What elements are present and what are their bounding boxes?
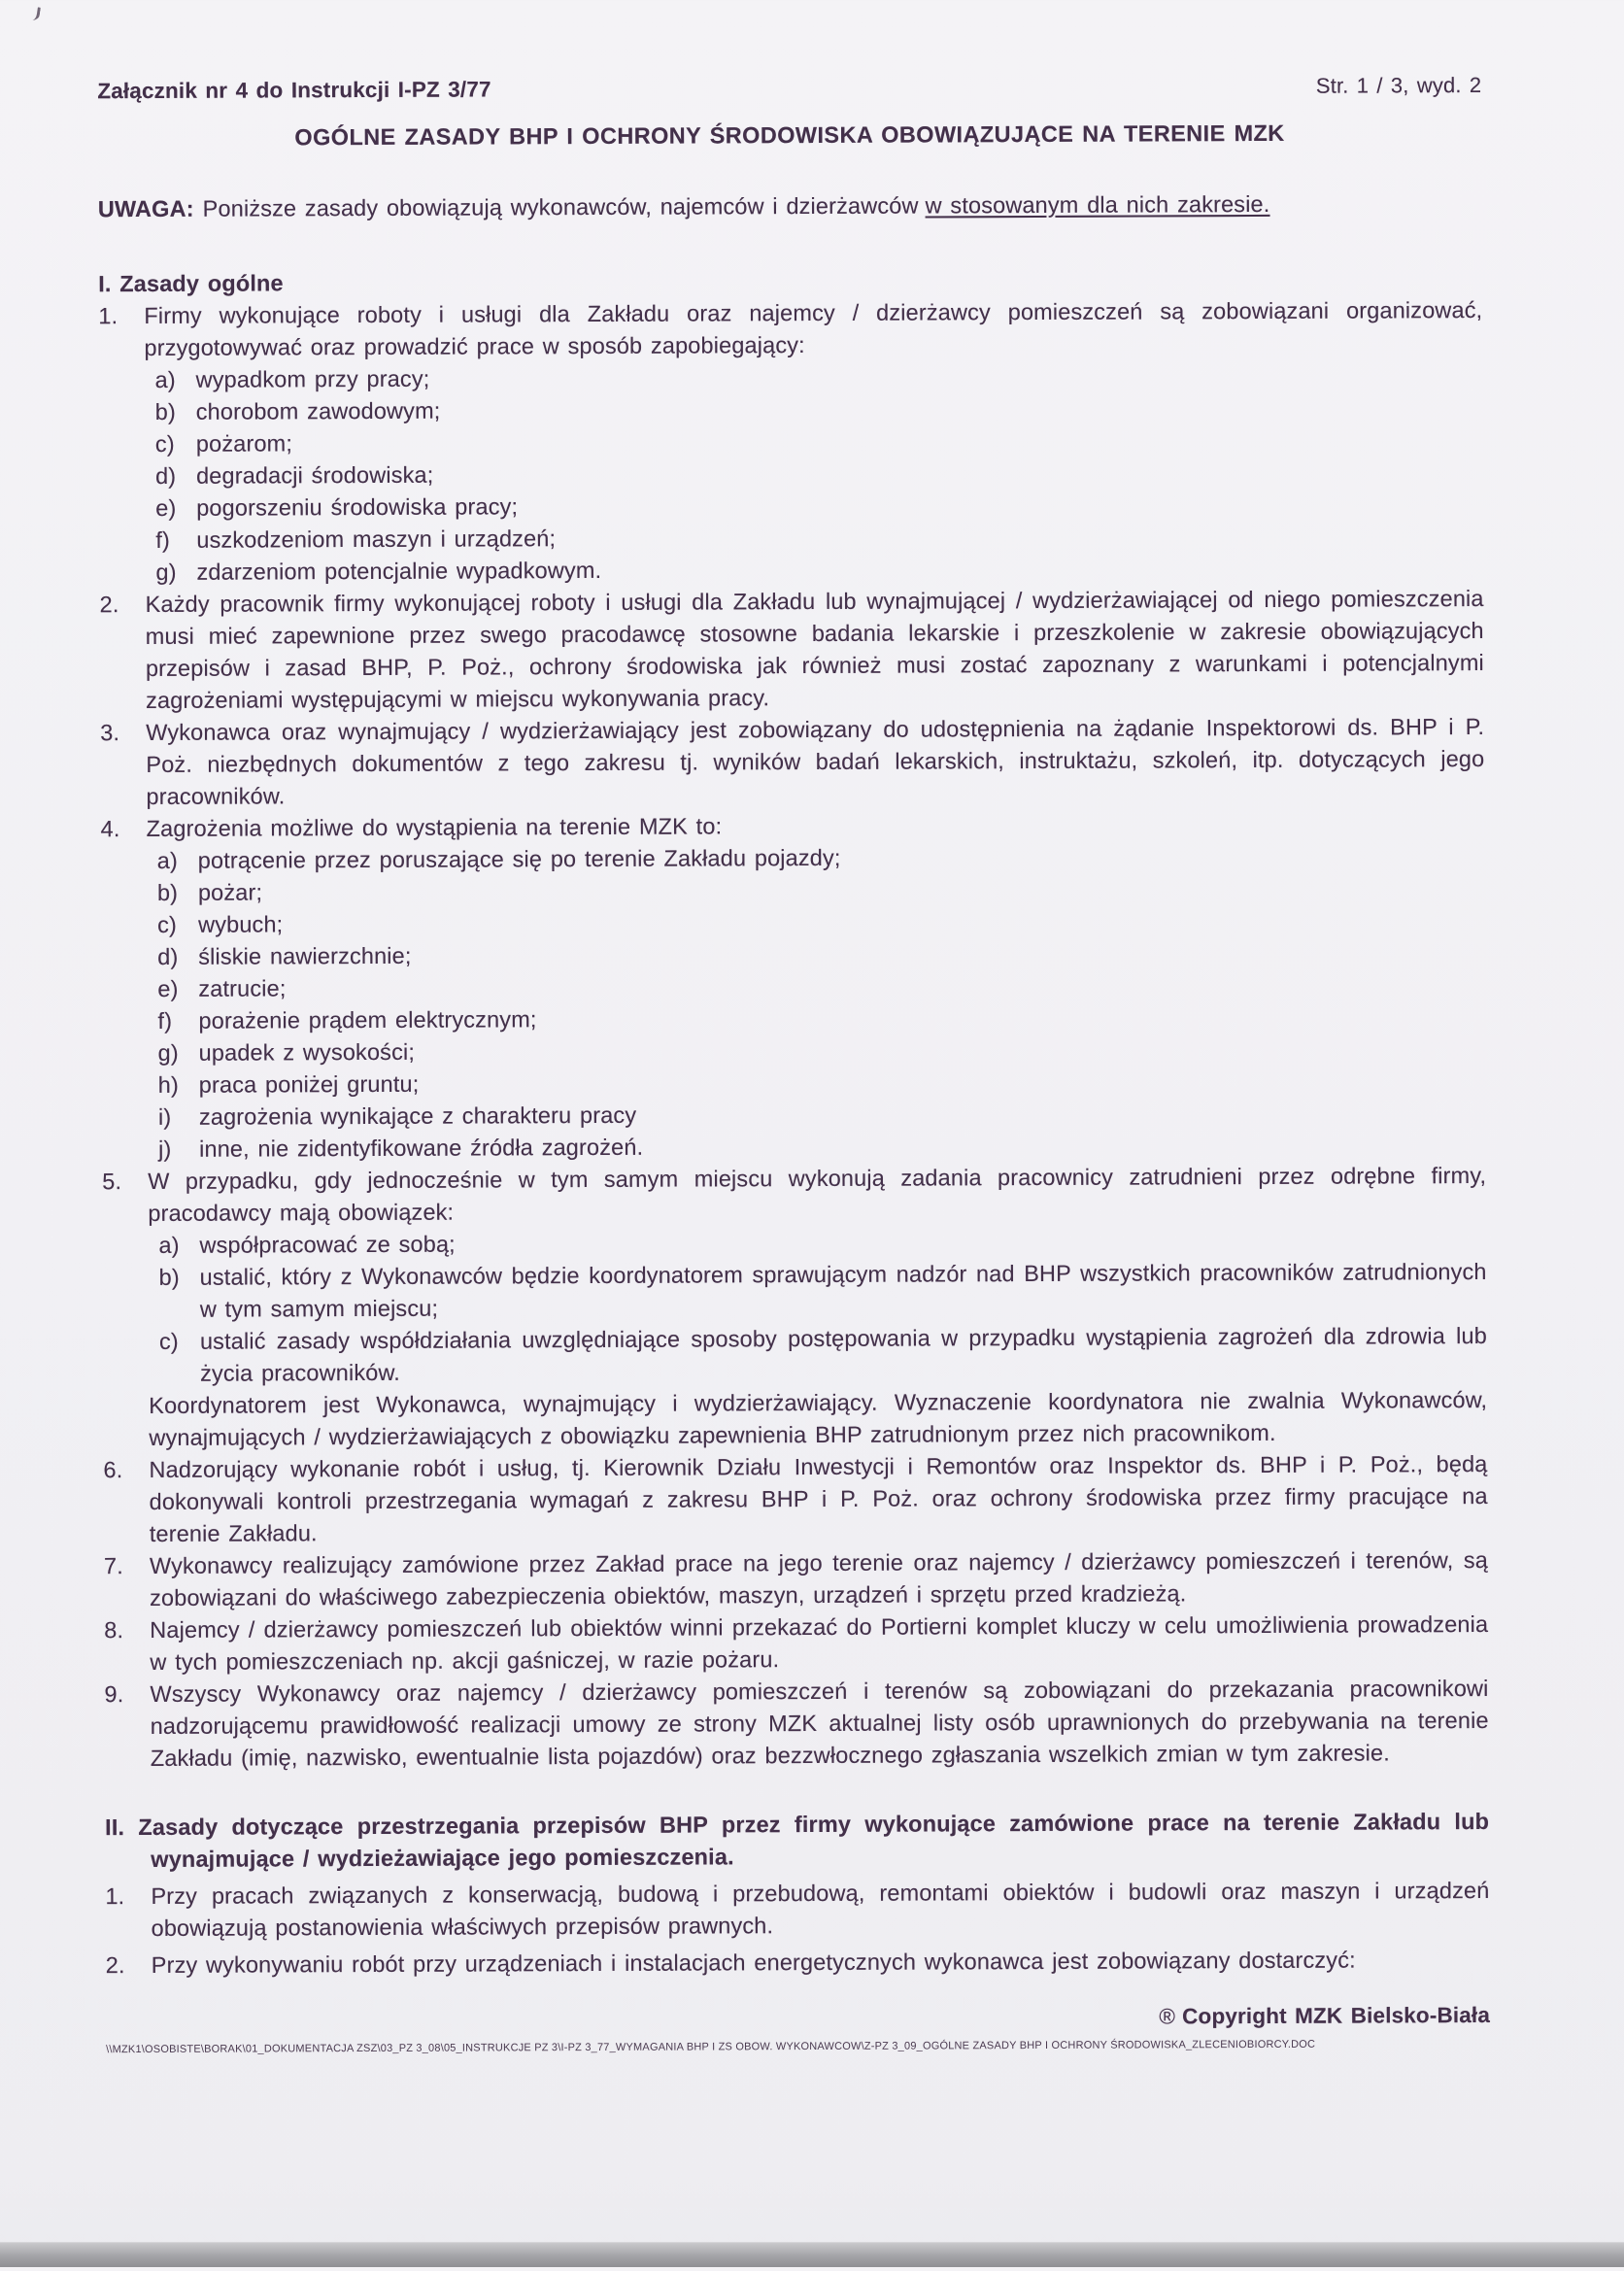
item-text: Każdy pracownik firmy wykonującej roboty i usługi dla Zakładu lub wynajmującej / wydzierżawiającej od niego pomieszczenia musi mieć zapewnione przez swego pracodawcę stosowne badania lekarskie i przeszkolenie w zakresie obowiązujących przepisów i zasad BHP, P. Poż., ochrony środowiska jak również musi zostać zapoznany z warunkami i potencjalnymi zagrożeniami występującymi w miejscu wykonywania pracy.	[145, 585, 1484, 713]
item-text: Wykonawca oraz wynajmujący / wydzierżawiający jest zobowiązany do udostępnienia na żądanie Inspektorowi ds. BHP i P. Poż. niezbędnych dokumentów z tego zakresu tj. wyników badań lekarskich, instruktażu, szkoleń, itp. dotyczących jego pracowników.	[146, 713, 1485, 809]
item-text: W przypadku, gdy jednocześnie w tym samym miejscu wykonują zadania pracownicy zatrudnieni przez odrębne firmy, pracodawcy mają obowiązek:	[148, 1162, 1487, 1226]
page-indicator: Str. 1 / 3, wyd. 2	[1315, 72, 1482, 98]
sub-item-text: współpracować ze sobą;	[199, 1231, 456, 1258]
sub-item-text: inne, nie zidentyfikowane źródła zagrożeń.	[199, 1134, 644, 1162]
list-item	[106, 1944, 1490, 1982]
item-number: 2.	[105, 1952, 125, 1979]
sub-item-text: ustalić, który z Wykonawców będzie koordynatorem sprawującym nadzór nad BHP wszystkich pracowników zatrudnionych w tym samym miejscu;	[199, 1258, 1487, 1322]
list-item	[100, 711, 1484, 813]
sub-item-text: porażenie prądem elektrycznym;	[198, 1006, 537, 1034]
copyright-line	[106, 1999, 1490, 2037]
sub-item-letter: e)	[155, 494, 177, 521]
sub-item-letter: d)	[157, 943, 179, 969]
sub-item	[149, 1320, 1487, 1390]
section-heading	[105, 1806, 1489, 1876]
notice-label: UWAGA:	[97, 195, 194, 222]
notice-underlined-text: w stosowanym dla nich zakresie.	[925, 190, 1270, 219]
sub-item	[149, 1256, 1487, 1326]
sub-item-letter: a)	[156, 847, 179, 873]
section	[105, 1806, 1490, 1982]
list-item	[105, 1875, 1489, 1945]
sub-item-letter: f)	[157, 1007, 173, 1034]
sub-item-letter: c)	[154, 430, 175, 457]
section-heading-text: Zasady ogólne	[119, 270, 284, 297]
item-text: Firmy wykonujące roboty i usługi dla Zakładu oraz najemcy / dzierżawcy pomieszczeń są zobowiązani organizować, przygotowywać oraz prowadzić prace w sposób zapobiegający:	[144, 296, 1483, 360]
copyright-text: Copyright MZK Bielsko-Biała	[1182, 2002, 1491, 2029]
list-item	[104, 1609, 1488, 1678]
item-text: Przy pracach związanych z konserwacją, budową i przebudową, remontami obiektów i budowli oraz maszyn i urządzeń obowiązują postanowienia właściwych przepisów prawnych.	[151, 1877, 1490, 1941]
item-number: 7.	[103, 1553, 123, 1579]
section-heading-number: II.	[105, 1814, 125, 1841]
sub-item-letter: b)	[154, 398, 177, 424]
item-number: 5.	[102, 1169, 122, 1195]
sub-item-letter: j)	[158, 1136, 172, 1162]
item-number: 1.	[105, 1883, 125, 1910]
sub-item-text: zagrożenia wynikające z charakteru pracy	[198, 1102, 637, 1130]
sub-item-text: ustalić zasady współdziałania uwzględniające sposoby postępowania w przypadku wystąpienia zagrożeń dla zdrowia lub życia pracowników.	[199, 1322, 1487, 1386]
section-heading-number: I.	[98, 271, 112, 297]
sub-item-text: potrącenie przez poruszające się po terenie Zakładu pojazdy;	[197, 844, 841, 873]
list-item	[102, 1160, 1487, 1454]
list-item	[98, 294, 1483, 589]
sub-item-letter: c)	[158, 1328, 179, 1354]
list-item	[104, 1544, 1488, 1614]
document-sections	[98, 262, 1490, 1982]
sub-item-text: wybuch;	[197, 911, 284, 937]
sub-item-letter: a)	[158, 1232, 180, 1258]
item-number: 2.	[99, 592, 119, 618]
list-item	[104, 1673, 1488, 1775]
sub-item-letter: i)	[157, 1103, 172, 1130]
attachment-reference: Załącznik nr 4 do Instrukcji I-PZ 3/77	[97, 77, 491, 104]
item-text: Przy wykonywaniu robót przy urządzeniach i instalacjach energetycznych wykonawca jest zobowiązany dostarczyć:	[151, 1947, 1356, 1978]
sub-item-text: śliskie nawierzchnie;	[198, 942, 412, 969]
item-number: 3.	[100, 720, 120, 746]
scanner-edge-band	[0, 2242, 1624, 2267]
document-header	[97, 69, 1481, 107]
sub-item-text: pożar;	[197, 879, 263, 905]
sub-item-letter: b)	[158, 1264, 180, 1290]
item-number: 1.	[98, 303, 118, 329]
sub-item-letter: d)	[154, 462, 177, 489]
item-number: 6.	[103, 1457, 123, 1483]
sub-item-text: zdarzeniom potencjalnie wypadkowym.	[196, 557, 602, 585]
sub-item-letter: h)	[157, 1071, 180, 1098]
sub-item-letter: b)	[156, 879, 179, 905]
item-number: 9.	[104, 1681, 124, 1708]
sub-item-text: upadek z wysokości;	[198, 1038, 416, 1066]
list-item	[100, 583, 1485, 717]
section-heading-text: Zasady dotyczące przestrzegania przepisów BHP przez firmy wykonujące zamówione prace na terenie Zakładu lub wynajmujące / wydzieżawiające jego pomieszczenia.	[138, 1808, 1490, 1872]
list-item	[101, 807, 1487, 1166]
sub-item-text: zatrucie;	[198, 975, 287, 1001]
item-number: 8.	[104, 1617, 124, 1644]
item-text: Wykonawcy realizujący zamówione przez Zakład prace na jego terenie oraz najemcy / dzierżawcy pomieszczeń i terenów, są zobowiązani do właściwego zabezpieczenia obiektów, maszyn, urządzeń i sprzętu przed kradzieżą.	[149, 1546, 1488, 1610]
sub-item-letter: g)	[155, 559, 177, 585]
registered-mark-icon: ®	[1159, 2004, 1176, 2029]
sub-item-letter: g)	[157, 1039, 179, 1066]
sub-item-text: pożarom;	[195, 430, 293, 457]
list-item	[103, 1448, 1487, 1550]
sub-item-text: pogorszeniu środowiska pracy;	[196, 493, 519, 521]
sub-item-letter: e)	[157, 975, 179, 1001]
notice-text: Poniższe zasady obowiązują wykonawców, najemców i dzierżawców	[202, 192, 919, 221]
sub-item-text: chorobom zawodowym;	[195, 397, 441, 424]
sub-item-text: praca poniżej gruntu;	[198, 1070, 420, 1098]
item-text: Zagrożenia możliwe do wystąpienia na terenie MZK to:	[146, 813, 723, 841]
notice-line	[98, 187, 1482, 225]
sub-item-text: wypadkom przy pracy;	[195, 365, 430, 392]
section	[98, 262, 1489, 1775]
sub-item-letter: f)	[155, 526, 171, 553]
sub-item-letter: c)	[156, 911, 178, 937]
sub-item-letter: a)	[154, 366, 176, 392]
item-note: Koordynatorem jest Wykonawca, wynajmujący i wydzierżawiający. Wyznaczenie koordynatora nie zwalnia Wykonawców, wynajmujących / wydzierżawiających z obowiązku zapewnienia BHP zatrudnionym przez nich pracownikom.	[149, 1386, 1488, 1450]
item-text: Nadzorujący wykonanie robót i usług, tj. Kierownik Działu Inwestycji i Remontów oraz Inspektor ds. BHP i P. Poż., będą dokonywali kontroli przestrzegania wymagań z zakresu BHP i P. Poż. oraz ochrony środowiska przez firmy pracujące na terenie Zakładu.	[149, 1450, 1488, 1546]
item-number: 4.	[100, 816, 120, 842]
file-path-line: \\MZK1\OSOBISTE\BORAK\01_DOKUMENTACJA ZSZ\03_PZ 3_08\05_INSTRUKCJE PZ 3\I-PZ 3_77_WYMAGANIA BHP I ZS OBOW. WYKONAWCOW\Z-PZ 3_09_OGÓLNE ZASADY BHP I OCHRONY ŚRODOWISKA_ZLECENIOBIORCY.DOC	[106, 2038, 1316, 2056]
sub-item-text: degradacji środowiska;	[195, 461, 434, 489]
item-text: Najemcy / dzierżawcy pomieszczeń lub obiektów winni przekazać do Portierni komplet kluczy w celu umożliwienia prowadzenia w tych pomieszczeniach np. akcji gaśniczej, w razie pożaru.	[150, 1610, 1489, 1675]
sub-item-text: uszkodzeniom maszyn i urządzeń;	[196, 525, 557, 553]
document-title: OGÓLNE ZASADY BHP I OCHRONY ŚRODOWISKA OBOWIĄZUJĄCE NA TERENIE MZK	[294, 119, 1285, 151]
item-text: Wszyscy Wykonawcy oraz najemcy / dzierżawcy pomieszczeń i terenów są zobowiązani do przekazania pracownikowi nadzorującemu prawidłowość realizacji umowy ze strony MZK aktualnej listy osób uprawnionych do przebywania na terenie Zakładu (imię, nazwisko, ewentualnie lista pojazdów) oraz bezzwłocznego zgłaszania wszelkich zmian w tym zakresie.	[150, 1675, 1489, 1771]
